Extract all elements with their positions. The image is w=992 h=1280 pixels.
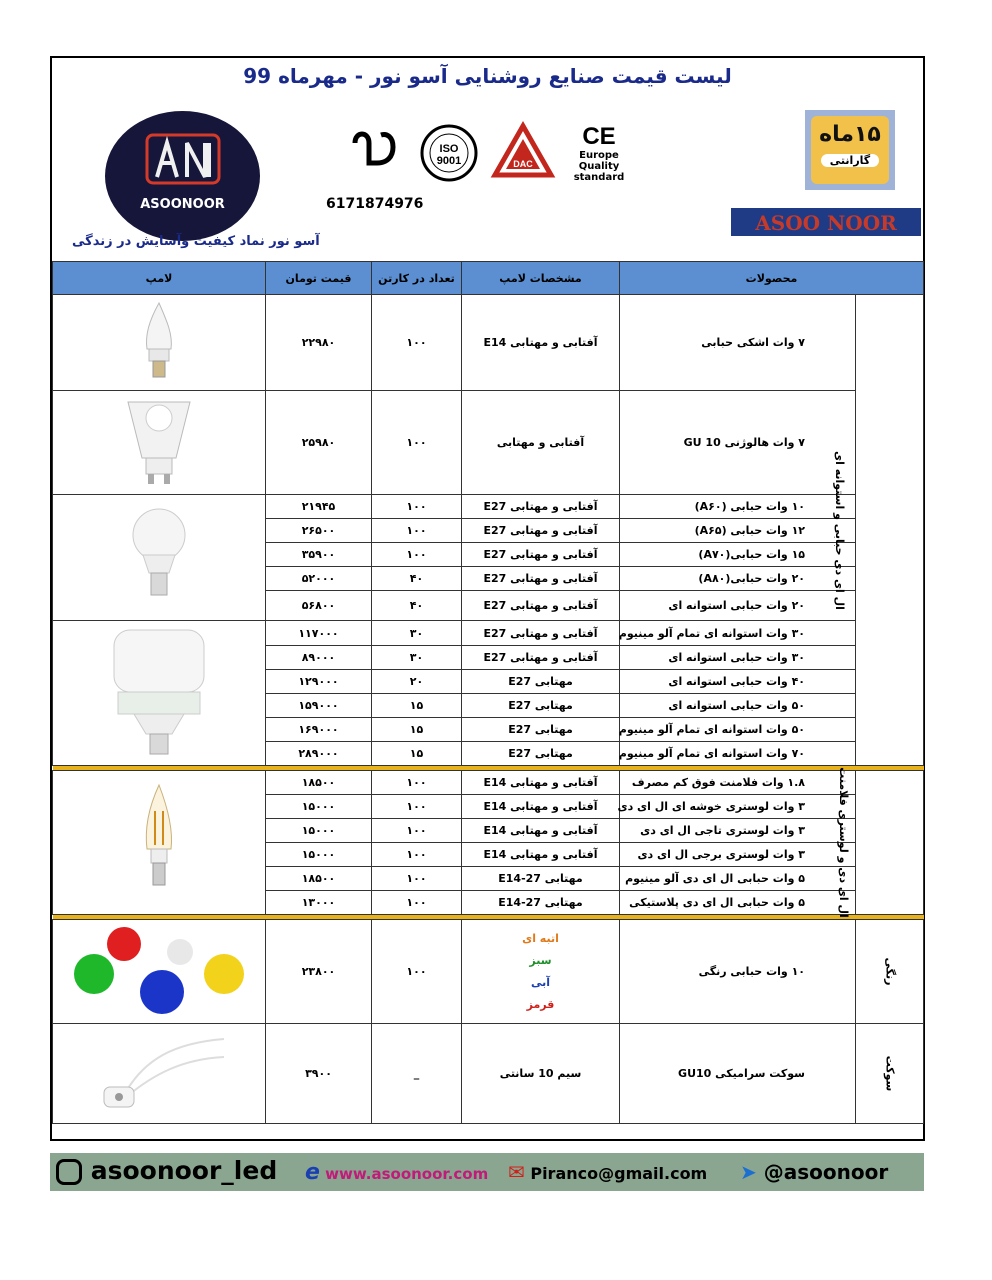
product-spec: مهتابی E14-27 — [462, 891, 620, 915]
product-name: ۱.۸ وات فلامنت فوق کم مصرف — [620, 771, 856, 795]
product-price: ۱۵۰۰۰ — [266, 819, 372, 843]
product-price: ۱۶۹۰۰۰ — [266, 718, 372, 742]
product-price: ۱۸۵۰۰ — [266, 867, 372, 891]
a-bulb-icon — [129, 501, 189, 611]
colored-bulbs-icon — [64, 922, 254, 1018]
product-qty: ۱۰۰ — [372, 543, 462, 567]
category-socket — [856, 1024, 924, 1124]
col-header-qty: تعداد در کارتن — [372, 262, 462, 295]
instagram-link[interactable] — [56, 1156, 277, 1185]
lamp-image-cell — [53, 771, 266, 915]
brand-banner — [731, 208, 921, 236]
product-spec: مهتابی E27 — [462, 694, 620, 718]
telegram-icon: ➤ — [740, 1160, 757, 1184]
product-name: ۳ وات لوستری برجی ال ای دی — [620, 843, 856, 867]
category-led-bulb — [833, 295, 924, 766]
product-price: ۱۵۰۰۰ — [266, 795, 372, 819]
product-spec: آفتابی و مهتابی E27 — [462, 591, 620, 621]
color-options — [462, 920, 620, 1024]
product-price: ۱۲۹۰۰۰ — [266, 670, 372, 694]
product-spec: آفتابی و مهتابی E27 — [462, 495, 620, 519]
product-price: ۲۲۹۸۰ — [266, 295, 372, 391]
product-qty: ۱۰۰ — [372, 819, 462, 843]
standard-mark-icon — [347, 123, 402, 178]
category-led-bulb-label: ال ای دی حبابی و استوانه ای — [833, 450, 847, 610]
table-row — [53, 920, 924, 1024]
color-blue: آبی — [530, 975, 551, 989]
product-name: ۳ وات لوستری تاجی ال ای دی — [620, 819, 856, 843]
email-address: Piranco@gmail.com — [530, 1164, 708, 1183]
product-price: ۳۵۹۰۰ — [266, 543, 372, 567]
brand-banner-text: ASOO NOOR — [755, 211, 897, 235]
product-name: ۲۰ وات حبابی استوانه ای — [620, 591, 856, 621]
product-qty: ۱۵ — [372, 742, 462, 766]
product-name: ۳۰ وات استوانه ای تمام آلو مینیوم — [620, 621, 856, 646]
warranty-months: ۱۵ماه — [819, 122, 881, 147]
category-filament — [837, 767, 924, 918]
product-qty: ۱۰۰ — [372, 843, 462, 867]
table-row — [53, 771, 924, 795]
product-price: ۲۵۹۸۰ — [266, 391, 372, 495]
product-price: ۲۸۹۰۰۰ — [266, 742, 372, 766]
color-red: قرمز — [526, 997, 555, 1011]
warranty-badge — [805, 110, 895, 190]
product-name: ۷ وات هالوژنی GU 10 — [620, 391, 856, 495]
product-price: ۲۶۵۰۰ — [266, 519, 372, 543]
web-icon: e — [305, 1160, 320, 1185]
table-row — [53, 495, 924, 519]
col-header-products: محصولات — [620, 262, 924, 295]
contact-footer — [50, 1153, 924, 1191]
lamp-image-cell — [53, 391, 266, 495]
category-socket-label: سوکت — [882, 1055, 896, 1092]
product-spec: آفتابی و مهتابی E27 — [462, 519, 620, 543]
mail-icon: ✉ — [508, 1160, 525, 1184]
product-price: ۱۵۰۰۰ — [266, 843, 372, 867]
lamp-image-cell — [53, 495, 266, 621]
product-spec: آفتابی و مهتابی E14 — [462, 795, 620, 819]
dac-icon — [492, 123, 554, 179]
product-qty: ۴۰ — [372, 591, 462, 621]
product-name: سوکت سرامیکی GU10 — [620, 1024, 856, 1124]
website-link[interactable] — [305, 1160, 488, 1185]
product-price: ۱۳۰۰۰ — [266, 891, 372, 915]
product-qty: ۱۵ — [372, 718, 462, 742]
table-row — [53, 621, 924, 646]
product-spec: سیم 10 سانتی — [462, 1024, 620, 1124]
col-header-lamp: لامپ — [53, 262, 266, 295]
product-qty: ۱۰۰ — [372, 920, 462, 1024]
table-header-row — [53, 262, 924, 295]
product-name: ۱۰ وات حبابی رنگی — [620, 920, 856, 1024]
product-spec: آفتابی و مهتابی E27 — [462, 646, 620, 670]
product-name: ۵ وات حبابی ال ای دی آلو مینیوم — [620, 867, 856, 891]
col-header-specs: مشخصات لامپ — [462, 262, 620, 295]
ce-line-1: Europe — [579, 150, 619, 161]
product-price: ۵۲۰۰۰ — [266, 567, 372, 591]
cylinder-bulb-icon — [104, 624, 214, 759]
product-spec: آفتابی و مهتابی E14 — [462, 819, 620, 843]
category-colored — [856, 920, 924, 1024]
logo-text: ASOONOOR — [140, 197, 225, 212]
product-spec: آفتابی و مهتابی E27 — [462, 567, 620, 591]
lamp-image-cell — [53, 920, 266, 1024]
product-qty: ۲۰ — [372, 670, 462, 694]
telegram-link[interactable] — [740, 1160, 888, 1184]
telegram-handle: @asoonoor — [763, 1160, 889, 1184]
ce-mark-icon — [569, 124, 629, 183]
col-header-price: قیمت تومان — [266, 262, 372, 295]
product-spec: آفتابی و مهتابی E14 — [462, 771, 620, 795]
iso-9001-icon — [419, 123, 479, 183]
iso-label: ISO — [439, 143, 459, 155]
product-price: ۱۸۵۰۰ — [266, 771, 372, 795]
halogen-spot-icon — [124, 396, 194, 486]
website-url: www.asoonoor.com — [325, 1165, 489, 1183]
product-spec: آفتابی و مهتابی E14 — [462, 295, 620, 391]
slogan: آسو نور نماد کیفیت وآسایش در زندگی — [72, 234, 320, 249]
asoonoor-logo — [105, 111, 260, 241]
product-name: ۲۰ وات حبابی(A۸۰) — [620, 567, 856, 591]
product-name: ۱۵ وات حبابی(A۷۰) — [620, 543, 856, 567]
product-spec: آفتابی و مهتابی — [462, 391, 620, 495]
product-price: ۸۹۰۰۰ — [266, 646, 372, 670]
product-name: ۵۰ وات حبابی استوانه ای — [620, 694, 856, 718]
iso-number: 9001 — [436, 155, 462, 167]
product-price: ۲۱۹۴۵ — [266, 495, 372, 519]
color-orange: اتبه ای — [522, 931, 559, 945]
category-colored-label: رنگی — [883, 957, 896, 986]
ceramic-socket-icon — [84, 1029, 234, 1115]
product-name: ۳۰ وات حبابی استوانه ای — [620, 646, 856, 670]
color-green: سبز — [529, 953, 552, 967]
candle-bulb-icon — [139, 299, 179, 383]
table-row — [53, 391, 924, 495]
product-name: ۴۰ وات حبابی استوانه ای — [620, 670, 856, 694]
price-table — [52, 261, 924, 1124]
product-spec: مهتابی E14-27 — [462, 867, 620, 891]
product-name: ۵۰ وات استوانه ای تمام آلو مینیوم — [620, 718, 856, 742]
logo-lamp-icon — [143, 129, 223, 189]
table-row — [53, 295, 924, 391]
lamp-image-cell — [53, 295, 266, 391]
category-filament-label: ال ای دی و لوستری فلامنت — [837, 767, 851, 918]
product-qty: ۳۰ — [372, 621, 462, 646]
lamp-image-cell — [53, 621, 266, 766]
product-price: ۱۵۹۰۰۰ — [266, 694, 372, 718]
product-qty: ۱۵ — [372, 694, 462, 718]
filament-candle-icon — [139, 781, 179, 901]
instagram-icon — [56, 1159, 82, 1185]
product-spec: مهتابی E27 — [462, 718, 620, 742]
product-spec: آفتابی و مهتابی E27 — [462, 621, 620, 646]
product-name: ۱۲ وات حبابی (A۶۵) — [620, 519, 856, 543]
product-price: ۱۱۷۰۰۰ — [266, 621, 372, 646]
product-spec: آفتابی و مهتابی E27 — [462, 543, 620, 567]
product-qty: ۴۰ — [372, 567, 462, 591]
warranty-label: گارانتی — [821, 154, 879, 167]
product-qty: ۱۰۰ — [372, 891, 462, 915]
table-row — [53, 1024, 924, 1124]
product-qty: _ — [372, 1024, 462, 1124]
ce-line-2: Quality — [578, 161, 620, 172]
product-qty: ۱۰۰ — [372, 867, 462, 891]
product-qty: ۱۰۰ — [372, 519, 462, 543]
product-price: ۵۶۸۰۰ — [266, 591, 372, 621]
ce-mark-text: CE — [582, 123, 616, 150]
phone-number: 6171874976 — [326, 196, 424, 212]
product-spec: مهتابی E27 — [462, 742, 620, 766]
product-qty: ۱۰۰ — [372, 495, 462, 519]
product-qty: ۱۰۰ — [372, 391, 462, 495]
lamp-image-cell — [53, 1024, 266, 1124]
product-name: ۷۰ وات استوانه ای تمام آلو مینیوم — [620, 742, 856, 766]
email-link[interactable] — [508, 1160, 707, 1184]
product-qty: ۱۰۰ — [372, 795, 462, 819]
product-price: ۳۹۰۰ — [266, 1024, 372, 1124]
instagram-handle: asoonoor_led — [90, 1156, 278, 1185]
product-qty: ۱۰۰ — [372, 771, 462, 795]
product-name: ۳ وات لوستری خوشه ای ال ای دی — [620, 795, 856, 819]
product-spec: مهتابی E27 — [462, 670, 620, 694]
product-name: ۵ وات حبابی ال ای دی پلاستیکی — [620, 891, 856, 915]
product-spec: آفتابی و مهتابی E14 — [462, 843, 620, 867]
product-name: ۷ وات اشکی حبابی — [620, 295, 856, 391]
product-qty: ۱۰۰ — [372, 295, 462, 391]
dac-label: DAC — [513, 159, 533, 169]
price-list-sheet — [50, 56, 925, 1141]
product-qty: ۳۰ — [372, 646, 462, 670]
product-price: ۲۳۸۰۰ — [266, 920, 372, 1024]
product-name: ۱۰ وات حبابی (A۶۰) — [620, 495, 856, 519]
page-title: لیست قیمت صنایع روشنایی آسو نور - مهرماه 99 — [243, 64, 732, 88]
ce-line-3: standard — [573, 172, 625, 183]
